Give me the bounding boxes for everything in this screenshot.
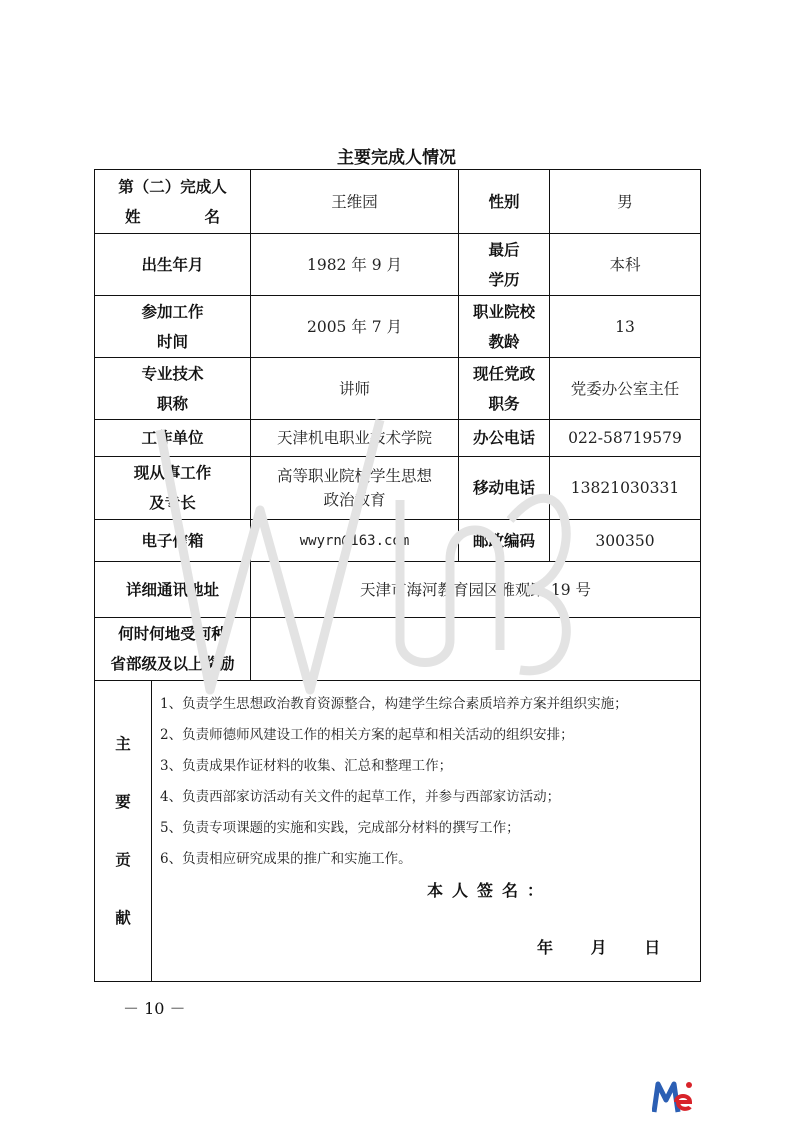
field-value: 高等职业院校学生思想 政治教育 [251,457,459,520]
list-item: 1、负责学生思想政治教育资源整合，构建学生综合素质培养方案并组织实施； [160,695,628,712]
gender-value: 男 [550,170,701,234]
teaching-years-value: 13 [550,296,701,358]
list-item: 6、负责相应研究成果的推广和实施工作。 [160,850,412,867]
table-row [95,562,701,618]
office-phone-value: 022-58719579 [550,420,701,457]
table-row [95,457,701,520]
address-value: 天津市海河教育园区雅观路 19 号 [251,562,701,618]
post-label: 现任党政 职务 [459,358,550,420]
table-row [95,680,701,981]
teaching-years-label: 职业院校 教龄 [459,296,550,358]
birth-label: 出生年月 [95,234,251,296]
signature-date [537,933,660,963]
office-phone-label: 办公电话 [459,420,550,457]
contribution-content [152,680,701,981]
table-row [95,618,701,680]
mobile-value: 13821030331 [550,457,701,520]
list-item: 5、负责专项课题的实施和实践，完成部分材料的撰写工作； [160,819,520,836]
logo-icon [652,1080,694,1114]
list-item: 3、负责成果作证材料的收集、汇总和整理工作； [160,757,453,774]
contribution-list [152,681,700,875]
info-table [94,169,701,982]
education-value: 本科 [550,234,701,296]
signature-label: 本人签名： [427,880,553,900]
unit-label: 工作单位 [95,420,251,457]
contribution-label: 主 要 贡 献 [95,680,152,981]
gender-label: 性别 [459,170,550,234]
table-row [95,520,701,562]
postcode-value: 300350 [550,520,701,562]
unit-value: 天津机电职业技术学院 [251,420,459,457]
mobile-label: 移动电话 [459,457,550,520]
name-value: 王维园 [251,170,459,234]
post-value: 党委办公室主任 [550,358,701,420]
date-year: 年 [537,937,554,957]
table-row [95,358,701,420]
education-label: 最后 学历 [459,234,550,296]
work-start-value: 2005 年 7 月 [251,296,459,358]
table-row [95,170,701,234]
date-day: 日 [644,937,661,957]
postcode-label: 邮政编码 [459,520,550,562]
page-number: － 10 － [123,999,186,1018]
address-label: 详细通讯地址 [95,562,251,618]
table-row [95,296,701,358]
field-label: 现从事工作 及专长 [95,457,251,520]
email-value: wwyrn@163.com [251,520,459,562]
date-month: 月 [590,937,607,957]
list-item: 2、负责师德师风建设工作的相关方案的起草和相关活动的组织安排； [160,726,574,743]
table-row [95,234,701,296]
order-label: 第（二）完成人 姓 名 [95,170,251,234]
title-label: 专业技术 职称 [95,358,251,420]
table-row [95,420,701,457]
list-item: 4、负责西部家访活动有关文件的起草工作，并参与西部家访活动； [160,788,561,805]
title-value: 讲师 [251,358,459,420]
page-title: 主要完成人情况 [337,148,456,168]
email-label: 电子信箱 [95,520,251,562]
work-start-label: 参加工作 时间 [95,296,251,358]
birth-value: 1982 年 9 月 [251,234,459,296]
award-value [251,618,701,680]
award-label: 何时何地受何种 省部级及以上奖励 [95,618,251,680]
